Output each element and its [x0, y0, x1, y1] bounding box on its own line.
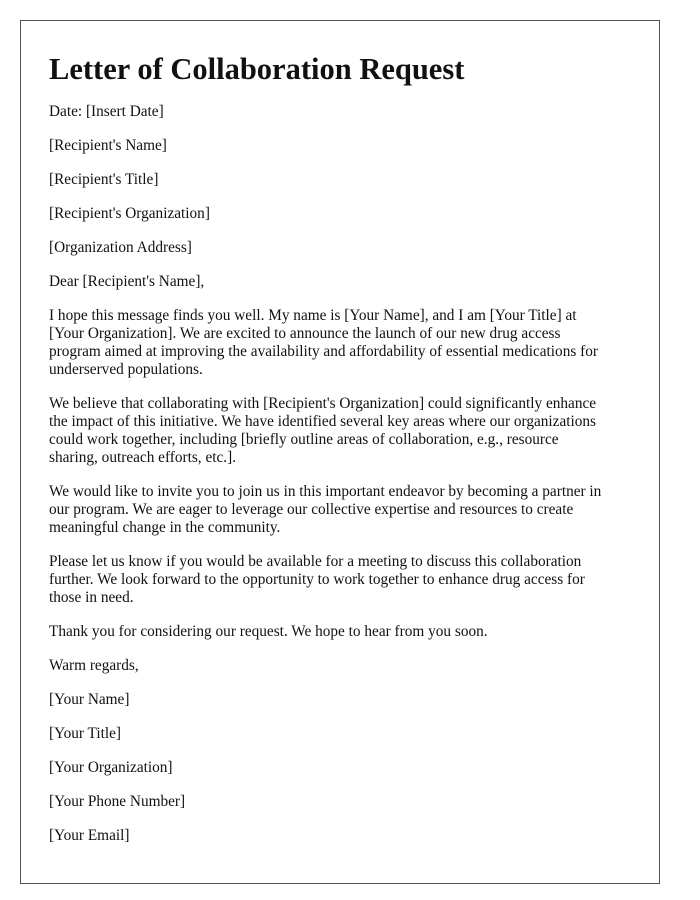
paragraph-introduction [49, 307, 631, 379]
paragraph-line: [Your Organization]. We are excited to announce the launch of our new drug access [49, 325, 561, 342]
paragraph-line: underserved populations. [49, 361, 203, 378]
paragraph-line: I hope this message finds you well. My name is [Your Name], and I am [Your Title] at [49, 307, 577, 324]
recipient-organization: [Recipient's Organization] [49, 205, 210, 222]
letter-body [49, 103, 631, 845]
paragraph-meeting-request [49, 553, 631, 607]
paragraph-thank-you [49, 623, 631, 641]
sender-title: [Your Title] [49, 725, 121, 742]
recipient-name: [Recipient's Name] [49, 137, 167, 154]
paragraph-line: Please let us know if you would be available for a meeting to discuss this collaboration [49, 553, 582, 570]
sender-name: [Your Name] [49, 691, 130, 708]
paragraph-line: Thank you for considering our request. We hope to hear from you soon. [49, 623, 488, 640]
paragraph-line: We believe that collaborating with [Recipient's Organization] could significantly enhance [49, 395, 597, 412]
paragraph-line: those in need. [49, 589, 134, 606]
paragraph-line: could work together, including [briefly outline areas of collaboration, e.g., resource [49, 431, 559, 448]
paragraph-line: the impact of this initiative. We have identified several key areas where our organizations [49, 413, 596, 430]
paragraph-line: meaningful change in the community. [49, 519, 281, 536]
paragraph-line: sharing, outreach efforts, etc.]. [49, 449, 237, 466]
sender-email: [Your Email] [49, 827, 130, 844]
sender-phone: [Your Phone Number] [49, 793, 186, 810]
letter-title: Letter of Collaboration Request [49, 52, 465, 86]
organization-address: [Organization Address] [49, 239, 192, 256]
sender-organization: [Your Organization] [49, 759, 173, 776]
paragraph-line: We would like to invite you to join us in this important endeavor by becoming a partner in [49, 483, 602, 500]
date-line: Date: [Insert Date] [49, 103, 164, 120]
closing: Warm regards, [49, 657, 139, 674]
paragraph-line: our program. We are eager to leverage our collective expertise and resources to create [49, 501, 574, 518]
salutation: Dear [Recipient's Name], [49, 273, 205, 290]
recipient-title: [Recipient's Title] [49, 171, 159, 188]
paragraph-line: program aimed at improving the availability and affordability of essential medications for [49, 343, 598, 360]
letter-document [20, 20, 660, 884]
paragraph-invitation [49, 483, 631, 537]
paragraph-line: further. We look forward to the opportunity to work together to enhance drug access for [49, 571, 585, 588]
paragraph-collaboration [49, 395, 631, 467]
